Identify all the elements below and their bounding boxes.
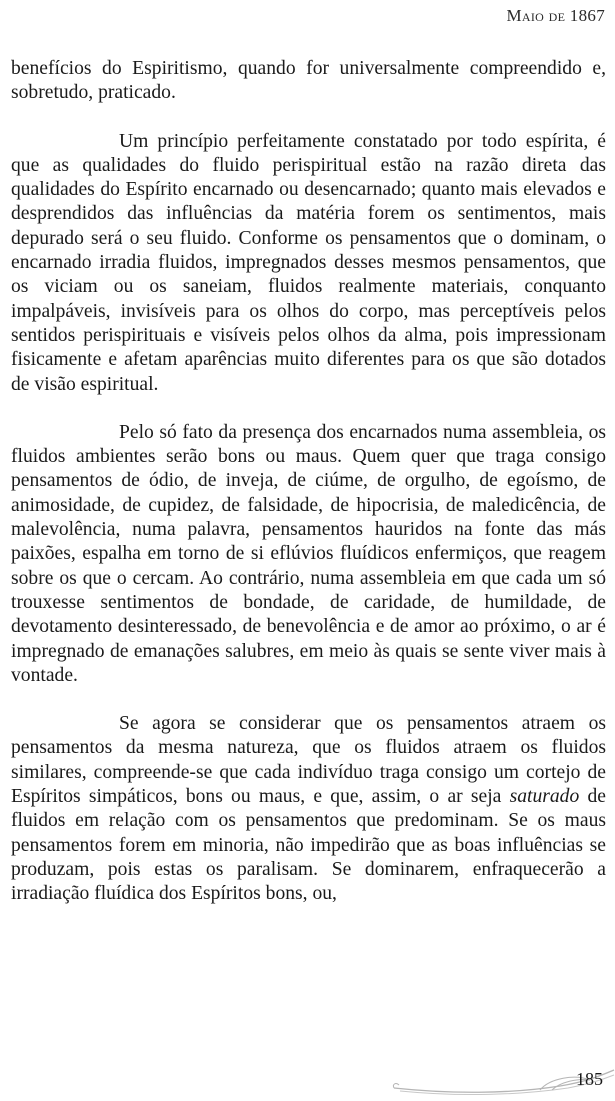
text-run: Um princípio perfeitamente constatado por todo espírita, é que as qualidades do fluido perispiritual estão na razão direta das qualidades do Espírito encarnado ou desencarnado; quanto mais elevados e desprendidos das influências da matéria forem os sentimentos, mais depurado será o seu fluido. Conforme os pensamentos que o dominam, o encarnado irradia fluidos, impregnados desses mesmos pensamentos, que os viciam ou os saneiam, fluidos realmente materiais, conquanto impalpáveis, invisíveis para os olhos do corpo, mas perceptíveis pelos sentidos perispirituais e visíveis pelos olhos da alma, pois impressionam fisicamente e afetam aparências muito diferentes para os que são dotados de visão espiritual. [11, 130, 606, 395]
paragraph [11, 130, 606, 397]
paragraph [11, 421, 606, 688]
body-text [11, 57, 606, 931]
page-number: 185 [576, 1069, 603, 1089]
text-run: Pelo só fato da presença dos encarnados numa assembleia, os fluidos ambientes serão bons ou maus. Quem quer que traga consigo pensamentos de ódio, de inveja, de ciúme, de orgulho, de egoísmo, de animosidade, de cupidez, de falsidade, de hipocrisia, de maledicência, de malevolência, numa palavra, pensamentos hauridos na fonte das más paixões, espalha em torno de si eflúvios fluídicos enfermiços, que reagem sobre os que o cercam. Ao contrário, numa assembleia em que cada um só trouxesse sentimentos de bondade, de caridade, de humildade, de devotamento desinteressado, de benevolência e de amor ao próximo, o ar é impregnado de emanações salubres, em meio às quais se sente viver mais à vontade. [11, 421, 606, 686]
text-run: de fluidos em relação com os pensamentos que predominam. Se os maus pensamentos forem em minoria, não impedirão que as boas influências se produzam, pois estas os paralisam. Se dominarem, enfraquecerão a irradiação fluídica dos Espíritos bons, ou, [11, 786, 606, 905]
italic-text-run: saturado [509, 786, 580, 808]
text-run: Se agora se considerar que os pensamentos atraem os pensamentos da mesma natureza, que os fluidos atraem os fluidos similares, compreende-se que cada indivíduo traga consigo um cortejo de Espíritos simpáticos, bons ou maus, e que, assim, o ar seja [11, 713, 606, 808]
paragraph [11, 57, 606, 106]
running-header: Maio de 1867 [506, 6, 605, 25]
paragraph [11, 712, 606, 906]
text-run: benefícios do Espiritismo, quando for universalmente compreendido e, sobretudo, praticado. [11, 58, 606, 104]
